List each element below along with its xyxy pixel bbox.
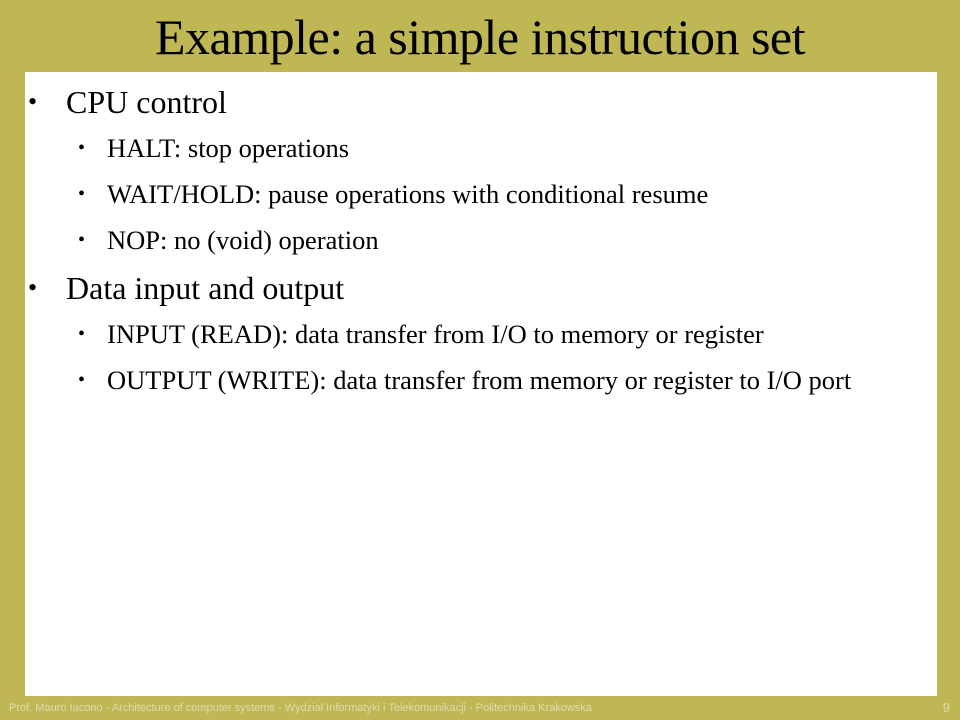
list-item-text: HALT: stop operations: [107, 133, 350, 163]
section-heading: CPU control: [66, 84, 227, 120]
content-panel: [25, 72, 937, 696]
list-item-text: OUTPUT (WRITE): data transfer from memory or register to I/O port: [107, 365, 852, 395]
list-item-text: NOP: no (void) operation: [107, 225, 379, 255]
list-item: [66, 222, 907, 258]
bullet-icon: •: [78, 229, 86, 251]
section-heading: Data input and output: [66, 270, 345, 306]
list-item: [66, 176, 907, 212]
list-item-text: INPUT (READ): data transfer from I/O to memory or register: [107, 319, 764, 349]
list-item: [66, 130, 907, 166]
bullet-icon: •: [78, 369, 86, 391]
bullet-icon: •: [28, 87, 38, 116]
footer-text: Prof. Mauro Iacono - Architecture of computer systems - Wydział Informatyki i Telekomunikacji - Politechnika Krakowska: [9, 702, 592, 714]
bullet-icon: •: [28, 273, 38, 302]
list-item: [66, 362, 907, 398]
page-number: 9: [942, 700, 950, 715]
list-item: [66, 316, 907, 352]
list-item-text: WAIT/HOLD: pause operations with conditional resume: [107, 179, 709, 209]
sub-bullet-list: [66, 316, 925, 398]
bullet-list: [25, 84, 925, 408]
section-data-input-output: [25, 270, 925, 398]
sub-bullet-list: [66, 130, 925, 258]
bullet-icon: •: [78, 137, 86, 159]
bullet-icon: •: [78, 183, 86, 205]
slide-title: Example: a simple instruction set: [154, 9, 806, 65]
section-cpu-control: [25, 84, 925, 258]
bullet-icon: •: [78, 323, 86, 345]
